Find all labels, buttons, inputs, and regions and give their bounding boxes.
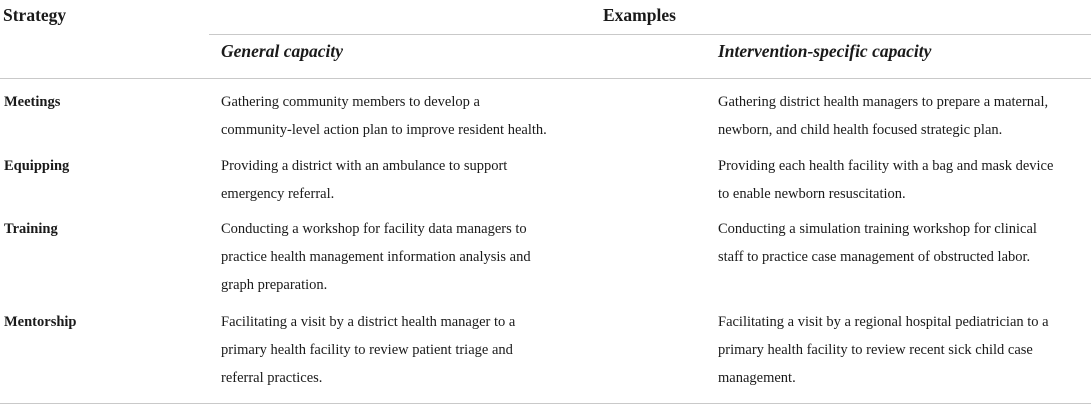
cell-training-specific xyxy=(718,215,1088,271)
cell-meetings-general xyxy=(221,88,591,144)
row-label-training: Training xyxy=(4,221,58,237)
cell-line: graph preparation. xyxy=(221,277,328,293)
subheader-intervention-specific-capacity: Intervention-specific capacity xyxy=(718,41,932,61)
cell-line: primary health facility to review patient triage and xyxy=(221,342,513,358)
row-label-equipping: Equipping xyxy=(4,158,70,174)
cell-meetings-specific xyxy=(718,88,1088,144)
row-label-meetings: Meetings xyxy=(4,94,61,110)
cell-line: newborn, and child health focused strategic plan. xyxy=(718,122,1003,138)
cell-equipping-general xyxy=(221,152,591,208)
cell-line: Facilitating a visit by a district health manager to a xyxy=(221,314,516,330)
cell-line: to enable newborn resuscitation. xyxy=(718,186,906,202)
cell-line: Conducting a simulation training workshop for clinical xyxy=(718,221,1037,237)
cell-line: practice health management information analysis and xyxy=(221,249,531,265)
header-examples: Examples xyxy=(603,5,676,25)
cell-line: Conducting a workshop for facility data managers to xyxy=(221,221,527,237)
cell-line: primary health facility to review recent sick child case xyxy=(718,342,1033,358)
cell-line: management. xyxy=(718,370,796,386)
table-bottom-border xyxy=(0,403,1091,404)
row-label-mentorship: Mentorship xyxy=(4,314,77,330)
cell-line: Providing each health facility with a bag and mask device xyxy=(718,158,1054,174)
subheader-divider xyxy=(0,78,1091,79)
cell-line: staff to practice case management of obstructed labor. xyxy=(718,249,1031,265)
cell-line: Gathering community members to develop a xyxy=(221,94,480,110)
cell-line: referral practices. xyxy=(221,370,323,386)
header-divider xyxy=(209,34,1091,35)
cell-line: Gathering district health managers to prepare a maternal, xyxy=(718,94,1049,110)
cell-mentorship-general xyxy=(221,308,591,392)
cell-training-general xyxy=(221,215,591,299)
cell-line: Facilitating a visit by a regional hospital pediatrician to a xyxy=(718,314,1049,330)
cell-line: Providing a district with an ambulance to support xyxy=(221,158,508,174)
subheader-general-capacity: General capacity xyxy=(221,41,343,61)
cell-equipping-specific xyxy=(718,152,1088,208)
header-strategy: Strategy xyxy=(3,5,67,25)
cell-mentorship-specific xyxy=(718,308,1088,392)
cell-line: emergency referral. xyxy=(221,186,335,202)
cell-line: community-level action plan to improve resident health. xyxy=(221,122,547,138)
